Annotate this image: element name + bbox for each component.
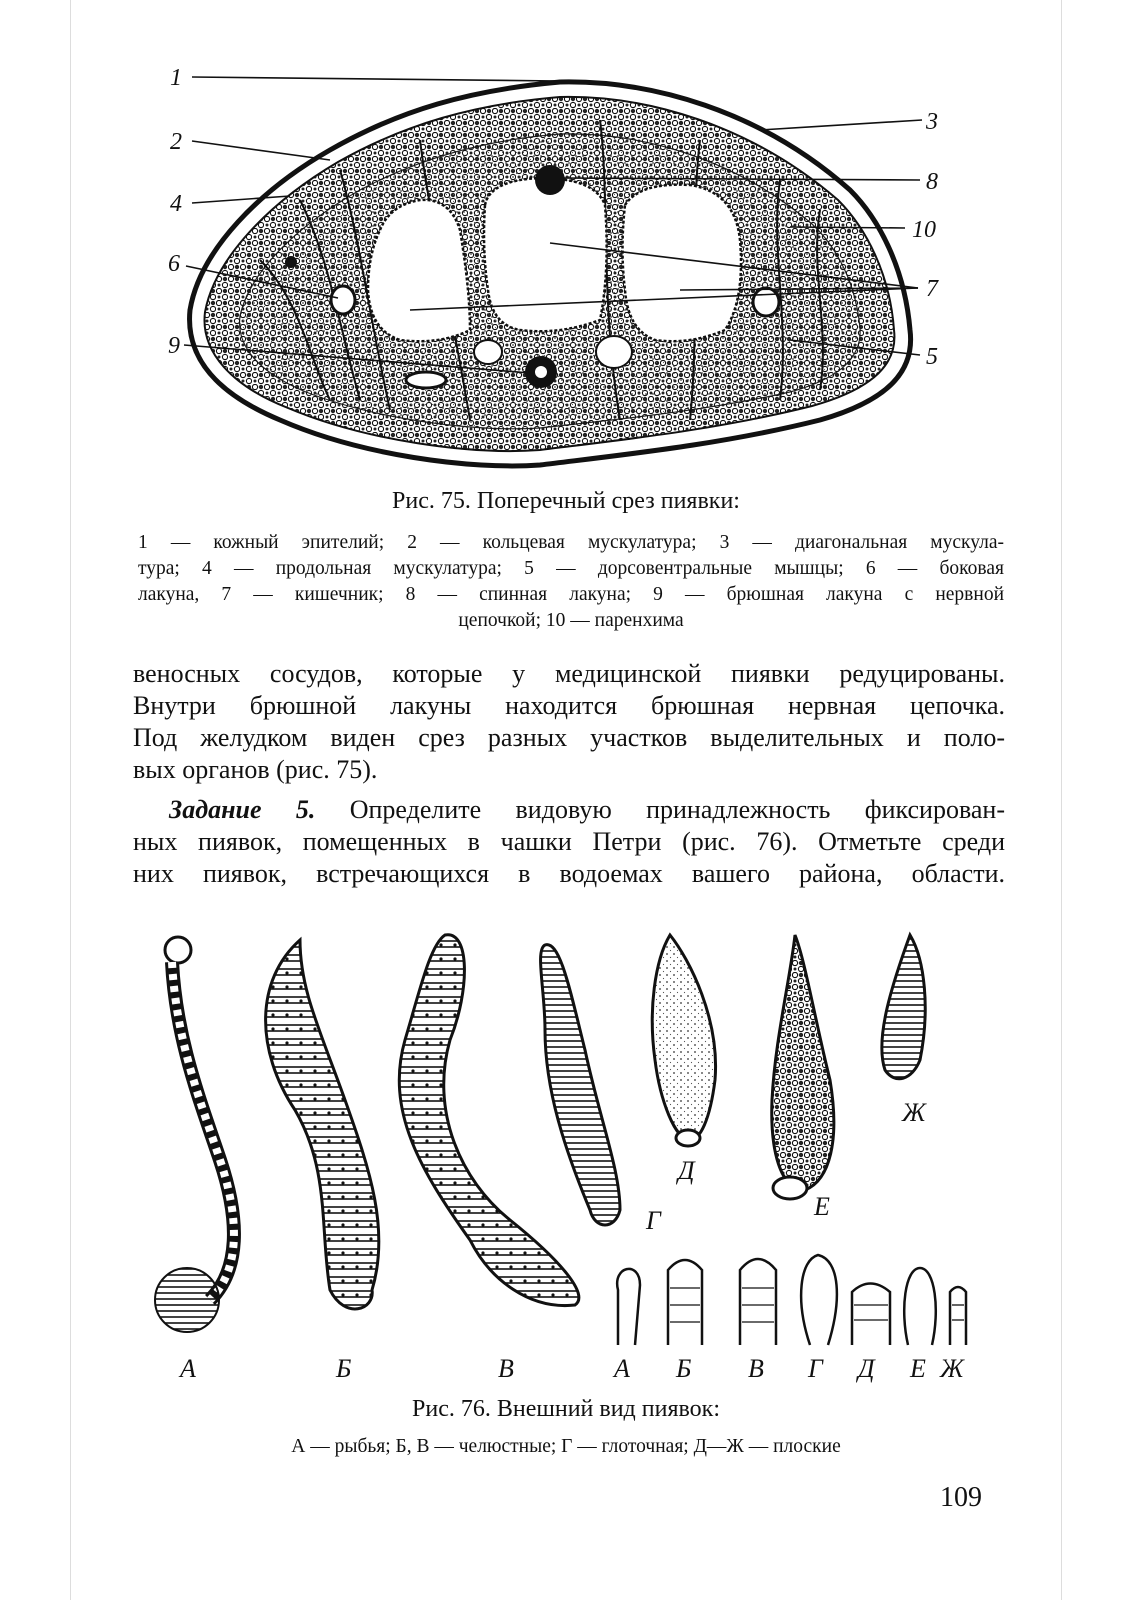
figure75-legend-line: 1 — кожный эпителий; 2 — кольцевая мускулатура; 3 — диагональная мускула-: [138, 532, 1004, 553]
leech-label-d: Д: [678, 1156, 695, 1185]
task-line: [133, 794, 1005, 826]
callout-6: 6: [168, 251, 180, 277]
leech-b: [266, 940, 379, 1309]
leech-g: [541, 945, 620, 1225]
body-line: веносных сосудов, которые у медицинской пиявки редуцированы.: [133, 659, 1005, 688]
leech-a: [155, 937, 234, 1332]
callout-4: 4: [170, 191, 182, 217]
body-line: ных пиявок, помещенных в чашки Петри (рис. 76). Отметьте среди: [133, 827, 1005, 856]
figure76-caption-title: Рис. 76. Внешний вид пиявок:: [412, 1396, 720, 1422]
leech-label-a: А: [180, 1354, 196, 1383]
leech-label-e: Е: [814, 1192, 830, 1221]
body-paragraph-2: [133, 794, 1005, 890]
leech-e: [772, 935, 834, 1199]
callout-9: 9: [168, 333, 180, 359]
callout-8: 8: [926, 169, 938, 195]
figure75-legend-line: лакуна, 7 — кишечник; 8 — спинная лакуна; 9 — брюшная лакуна с нервной: [138, 584, 1004, 605]
head-label-e: Е: [910, 1354, 926, 1383]
page-number: 109: [940, 1482, 982, 1513]
leech-label-g: Г: [646, 1206, 661, 1235]
head-label-v: В: [748, 1354, 764, 1383]
callout-10: 10: [912, 217, 936, 243]
callout-7: 7: [926, 276, 938, 302]
body-line: вых органов (рис. 75).: [133, 755, 378, 784]
callout-2: 2: [170, 129, 182, 155]
head-label-b: Б: [676, 1354, 692, 1383]
body-line: Под желудком виден срез разных участков выделительных и поло-: [133, 723, 1005, 752]
leech-heads-row: [617, 1255, 966, 1345]
leech-label-v: В: [498, 1354, 514, 1383]
head-label-g: Г: [808, 1354, 823, 1383]
leech-zh: [882, 935, 925, 1079]
body-paragraph-1: [133, 658, 1005, 786]
body-line: них пиявок, встречающихся в водоемах вашего района, области.: [133, 859, 1005, 888]
leech-label-zh: Ж: [902, 1098, 926, 1127]
body-line: Внутри брюшной лакуны находится брюшная нервная цепочка.: [133, 691, 1005, 720]
callout-5: 5: [926, 344, 938, 370]
figure75-caption-title: Рис. 75. Поперечный срез пиявки:: [392, 488, 740, 514]
task-label: Задание 5.: [169, 795, 316, 824]
callout-1: 1: [170, 65, 182, 91]
figure75-legend-line: цепочкой; 10 — паренхима: [458, 610, 684, 631]
figure76-legend: А — рыбья; Б, В — челюстные; Г — глоточная; Д—Ж — плоские: [291, 1436, 841, 1457]
figure75-legend-line: тура; 4 — продольная мускулатура; 5 — дорсовентральные мышцы; 6 — боковая: [138, 558, 1004, 579]
head-label-zh: Ж: [940, 1354, 964, 1383]
head-label-d: Д: [858, 1354, 875, 1383]
figure75-legend: [138, 530, 1004, 634]
callout-3: 3: [926, 109, 938, 135]
head-label-a: А: [614, 1354, 630, 1383]
leech-label-b: Б: [336, 1354, 352, 1383]
body-line: Определите видовую принадлежность фиксирован-: [315, 795, 1006, 824]
leech-d: [652, 935, 715, 1146]
